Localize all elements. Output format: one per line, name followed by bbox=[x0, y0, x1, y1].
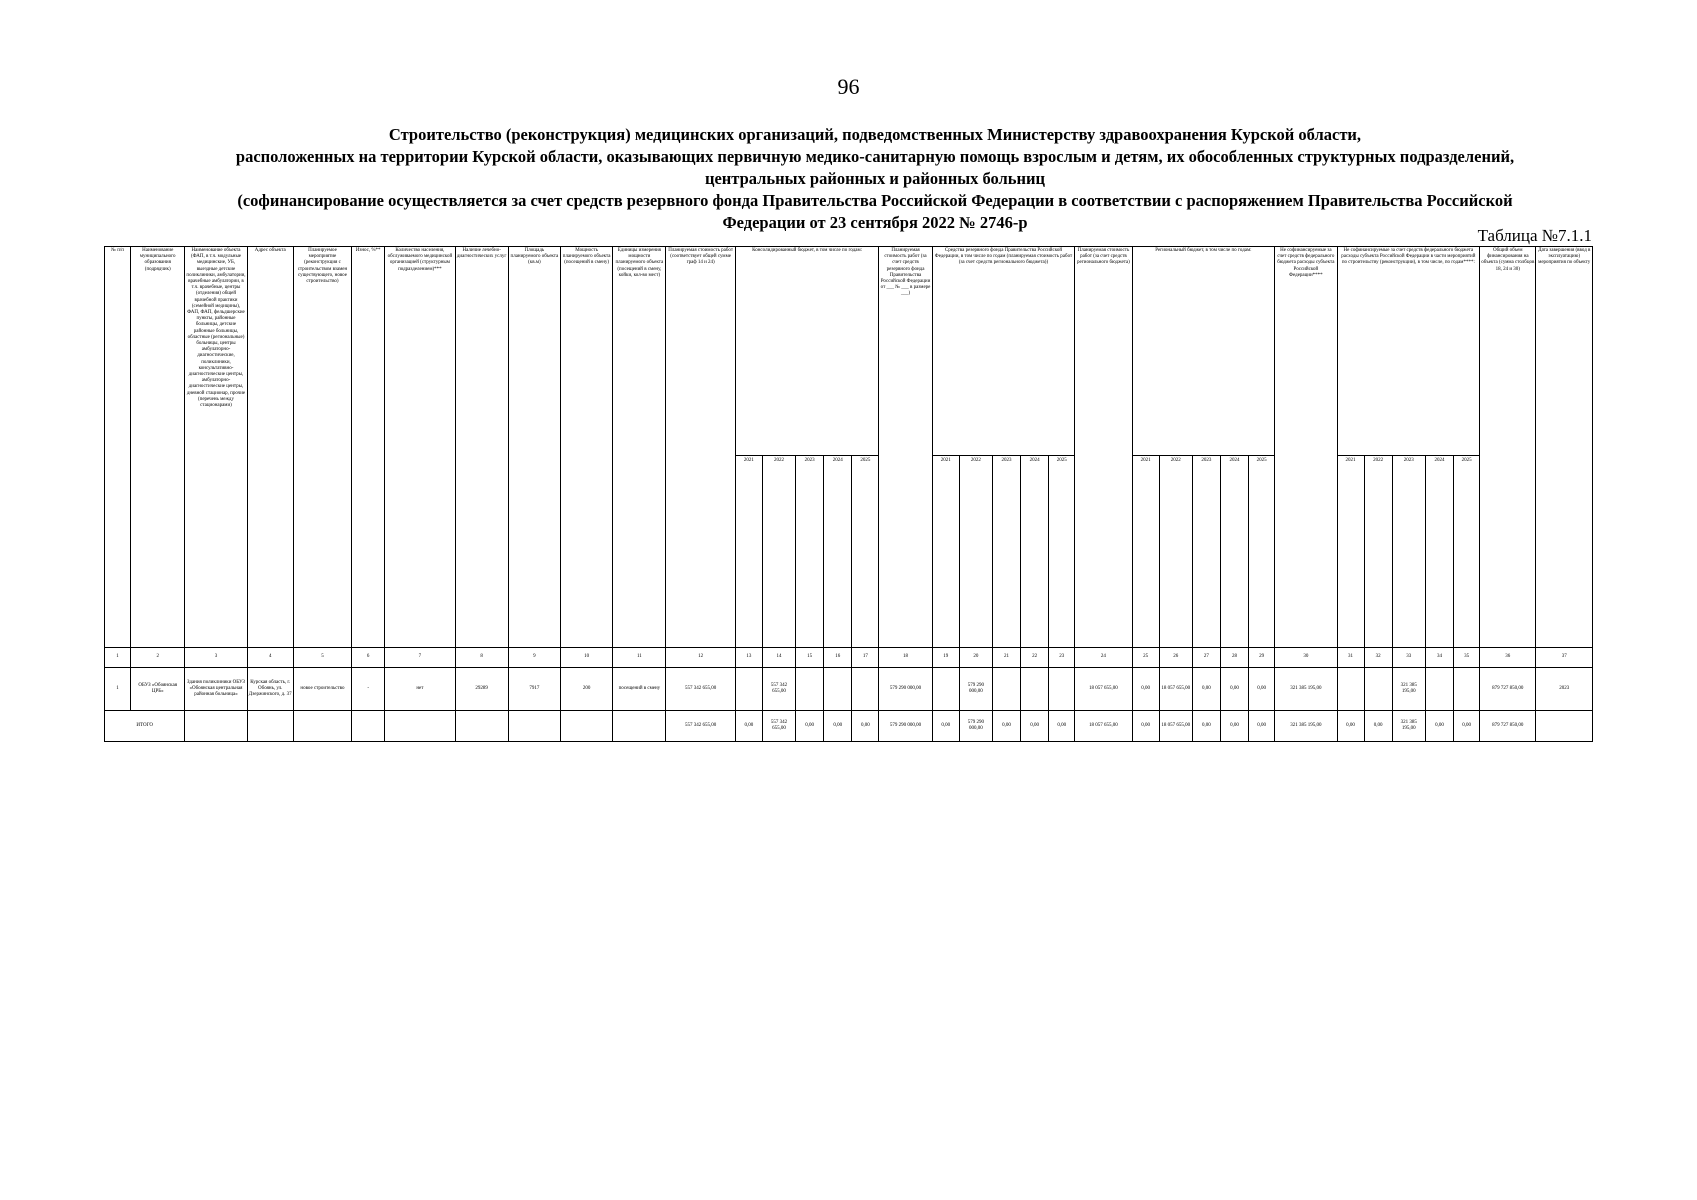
header-cell: Планируемая стоимость работ (соответствует общей сумме граф 14 и 24) bbox=[666, 247, 735, 648]
column-number: 5 bbox=[293, 648, 351, 668]
cell-cost: 557 342 655,00 bbox=[666, 668, 735, 711]
header-cell: Мощность планируемого объекта (посещений в смену) bbox=[561, 247, 613, 648]
column-number: 14 bbox=[762, 648, 795, 668]
total-reg-2023: 0,00 bbox=[1192, 711, 1220, 742]
column-number: 32 bbox=[1364, 648, 1392, 668]
total-nes-2023: 321 385 195,00 bbox=[1392, 711, 1425, 742]
header-cell: Наименование объекта (ФАП, в т.ч. модульные медицинские, УБ, выездные детские поликлиники, амбулатории, врачебные амбулатории, в т.ч. врачебные, центры (отделения) общей врачебной практики (семейной медицины), ФАП, ФАП, фельдшерские пункты, районные больницы, детские районные больницы, областные (региональные) больницы, центры амбулаторно-диагностические, поликлиники, консультативно-диагностические центры, амбулаторно-диагностические центры, дневной стационар, прочие (перечень между стационарами) bbox=[185, 247, 247, 648]
column-number: 21 bbox=[992, 648, 1020, 668]
row-number: 1 bbox=[105, 668, 131, 711]
column-number: 15 bbox=[796, 648, 824, 668]
financing-table bbox=[104, 246, 1593, 742]
header-cell: Планируемое мероприятие (реконструкция с строительством взамен существующего, новое строительство) bbox=[293, 247, 351, 648]
total-cost: 557 342 655,00 bbox=[666, 711, 735, 742]
header-group-non-cofinanced: Не софинансируемые за счет средств федерального бюджета расходы субъекта Российской Федерации в части мероприятий по строительству (реконструкции), в том числе, по годам****: bbox=[1337, 247, 1480, 456]
year-header: 2023 bbox=[992, 456, 1020, 648]
year-header: 2024 bbox=[1425, 456, 1453, 648]
cell-completion-date: 2023 bbox=[1536, 668, 1593, 711]
column-number: 9 bbox=[508, 648, 560, 668]
empty-cell bbox=[561, 711, 613, 742]
title-line-3: центральных районных и районных больниц bbox=[704, 169, 1046, 188]
cell-rez-2022: 579 290 000,00 bbox=[959, 668, 992, 711]
empty-cell bbox=[247, 711, 293, 742]
cell-nes-2024 bbox=[1425, 668, 1453, 711]
cell-reg-2023: 0,00 bbox=[1192, 668, 1220, 711]
header-row-main bbox=[105, 247, 1593, 456]
total-rez-2021: 0,00 bbox=[932, 711, 959, 742]
column-number: 26 bbox=[1159, 648, 1192, 668]
header-cell: Не софинансируемые за счет средств федерального бюджета расходы субъекта Российской Федерации**** bbox=[1275, 247, 1337, 648]
cell-measure: новое строительство bbox=[293, 668, 351, 711]
year-header: 2021 bbox=[1132, 456, 1159, 648]
column-number: 35 bbox=[1454, 648, 1480, 668]
empty-cell bbox=[385, 711, 455, 742]
header-cell: Общий объем финансирования на объекта (сумма столбцов 18, 24 и 30) bbox=[1480, 247, 1536, 648]
year-header: 2025 bbox=[1454, 456, 1480, 648]
column-number-row bbox=[105, 648, 1593, 668]
header-cell: Дата завершения (ввод в эксплуатацию) мероприятия по объекту bbox=[1536, 247, 1593, 648]
cell-rez-2021 bbox=[932, 668, 959, 711]
cell-wear: - bbox=[352, 668, 385, 711]
year-header: 2022 bbox=[762, 456, 795, 648]
column-number: 24 bbox=[1075, 648, 1132, 668]
header-cell: Адрес объекта bbox=[247, 247, 293, 648]
total-noncofin: 321 385 195,00 bbox=[1275, 711, 1337, 742]
empty-cell bbox=[613, 711, 666, 742]
title-line-4: (софинансирование осуществляется за счет средств резервного фонда Правительства Российской Федерации в соответствии с распоряжением Правительства Российской bbox=[237, 191, 1513, 210]
column-number: 27 bbox=[1192, 648, 1220, 668]
total-row bbox=[105, 711, 1593, 742]
empty-cell bbox=[508, 711, 560, 742]
header-cell: № п/п bbox=[105, 247, 131, 648]
total-label: ИТОГО bbox=[105, 711, 185, 742]
year-header: 2021 bbox=[932, 456, 959, 648]
column-number: 36 bbox=[1480, 648, 1536, 668]
total-nes-2022: 0,00 bbox=[1364, 711, 1392, 742]
column-number: 3 bbox=[185, 648, 247, 668]
column-number: 19 bbox=[932, 648, 959, 668]
column-number: 12 bbox=[666, 648, 735, 668]
cell-reg-2025: 0,00 bbox=[1249, 668, 1275, 711]
cell-kons-2022: 557 342 655,00 bbox=[762, 668, 795, 711]
header-cell: Наименование муниципального образования (подрядчик) bbox=[131, 247, 185, 648]
table-container bbox=[104, 246, 1593, 742]
total-rez-2024: 0,00 bbox=[1021, 711, 1049, 742]
column-number: 20 bbox=[959, 648, 992, 668]
cell-object: Здания поликлиники ОБУЗ «Обоянская центральная районная больница» bbox=[185, 668, 247, 711]
column-number: 6 bbox=[352, 648, 385, 668]
year-header: 2023 bbox=[1392, 456, 1425, 648]
header-group-consolidated: Консолидированный бюджет, в том числе по годам: bbox=[735, 247, 879, 456]
year-header: 2021 bbox=[1337, 456, 1364, 648]
column-number: 17 bbox=[852, 648, 879, 668]
empty-cell bbox=[352, 711, 385, 742]
cell-rez-2024 bbox=[1021, 668, 1049, 711]
empty-cell bbox=[455, 711, 508, 742]
total-rez-2022: 579 290 000,00 bbox=[959, 711, 992, 742]
column-number: 28 bbox=[1220, 648, 1248, 668]
total-reg-2022: 18 057 655,00 bbox=[1159, 711, 1192, 742]
year-header: 2023 bbox=[1192, 456, 1220, 648]
column-number: 23 bbox=[1049, 648, 1075, 668]
cell-nes-2022 bbox=[1364, 668, 1392, 711]
cell-area: 7917 bbox=[508, 668, 560, 711]
table-label: Таблица №7.1.1 bbox=[1477, 226, 1592, 245]
column-number: 37 bbox=[1536, 648, 1593, 668]
column-number: 10 bbox=[561, 648, 613, 668]
header-cell: Планируемая стоимость работ (за счет средств регионального бюджета) bbox=[1075, 247, 1132, 648]
empty-cell bbox=[1536, 711, 1593, 742]
total-reg-2021: 0,00 bbox=[1132, 711, 1159, 742]
column-number: 13 bbox=[735, 648, 762, 668]
header-cell: Количество населения, обслуживаемого медицинской организацией (структурным подразделением)*** bbox=[385, 247, 455, 648]
header-cell: Наличие лечебно-диагностических услуг bbox=[455, 247, 508, 648]
cell-total-financing: 879 727 850,00 bbox=[1480, 668, 1536, 711]
total-rez-2025: 0,00 bbox=[1049, 711, 1075, 742]
cell-unit: посещений в смену bbox=[613, 668, 666, 711]
year-header: 2021 bbox=[735, 456, 762, 648]
total-kons-2022: 557 342 655,00 bbox=[762, 711, 795, 742]
cell-kons-2025 bbox=[852, 668, 879, 711]
year-header: 2022 bbox=[1364, 456, 1392, 648]
column-number: 22 bbox=[1021, 648, 1049, 668]
year-header: 2022 bbox=[1159, 456, 1192, 648]
cell-rez-2025 bbox=[1049, 668, 1075, 711]
column-number: 8 bbox=[455, 648, 508, 668]
cell-reg-2022: 18 057 655,00 bbox=[1159, 668, 1192, 711]
header-cell: Единицы измерения мощности планируемого объекта (посещений в смену, койки, кол-во мест) bbox=[613, 247, 666, 648]
year-header: 2025 bbox=[1249, 456, 1275, 648]
cell-power: 200 bbox=[561, 668, 613, 711]
cell-kons-2023 bbox=[796, 668, 824, 711]
cell-regional-cost: 18 057 655,00 bbox=[1075, 668, 1132, 711]
column-number: 7 bbox=[385, 648, 455, 668]
year-header: 2024 bbox=[1021, 456, 1049, 648]
total-reg-2024: 0,00 bbox=[1220, 711, 1248, 742]
column-number: 11 bbox=[613, 648, 666, 668]
title-line-5: Федерации от 23 сентября 2022 № 2746-р bbox=[722, 213, 1028, 232]
year-header: 2022 bbox=[959, 456, 992, 648]
title-line-2: расположенных на территории Курской области, оказывающих первичную медико-санитарную помощь взрослым и детям, их обособленных структурных подразделений, bbox=[235, 147, 1515, 166]
total-financing: 879 727 850,00 bbox=[1480, 711, 1536, 742]
total-nes-2021: 0,00 bbox=[1337, 711, 1364, 742]
total-kons-2021: 0,00 bbox=[735, 711, 762, 742]
total-regional-cost: 18 057 655,00 bbox=[1075, 711, 1132, 742]
total-rez-2023: 0,00 bbox=[992, 711, 1020, 742]
cell-noncofin-total: 321 385 195,00 bbox=[1275, 668, 1337, 711]
column-number: 16 bbox=[824, 648, 852, 668]
year-header: 2025 bbox=[852, 456, 879, 648]
cell-population: нет bbox=[385, 668, 455, 711]
total-kons-2024: 0,00 bbox=[824, 711, 852, 742]
year-header: 2024 bbox=[1220, 456, 1248, 648]
cell-municipality: ОБУЗ «Обоянская ЦРБ» bbox=[131, 668, 185, 711]
column-number: 30 bbox=[1275, 648, 1337, 668]
cell-reg-2021: 0,00 bbox=[1132, 668, 1159, 711]
column-number: 33 bbox=[1392, 648, 1425, 668]
column-number: 29 bbox=[1249, 648, 1275, 668]
column-number: 1 bbox=[105, 648, 131, 668]
header-group-regional: Региональный бюджет, в том числе по годам: bbox=[1132, 247, 1275, 456]
year-header: 2024 bbox=[824, 456, 852, 648]
table-row bbox=[105, 668, 1593, 711]
title-line-1: Строительство (реконструкция) медицинских организаций, подведомственных Министерству здравоохранения Курской области, bbox=[388, 125, 1362, 144]
cell-nes-2021 bbox=[1337, 668, 1364, 711]
header-group-reserve-fund: Средства резервного фонда Правительства Российской Федерации, в том числе по годам (планируемая стоимость работ (за счет средств регионального бюджета)) bbox=[932, 247, 1075, 456]
total-nes-2024: 0,00 bbox=[1425, 711, 1453, 742]
empty-cell bbox=[293, 711, 351, 742]
cell-reserve-cost: 579 290 000,00 bbox=[879, 668, 932, 711]
header-cell: Площадь планируемого объекта (кв.м) bbox=[508, 247, 560, 648]
cell-address: Курская область, г. Обоянь, ул. Дзержинского, д. 37 bbox=[247, 668, 293, 711]
year-header: 2023 bbox=[796, 456, 824, 648]
cell-services: 29289 bbox=[455, 668, 508, 711]
cell-nes-2025 bbox=[1454, 668, 1480, 711]
total-nes-2025: 0,00 bbox=[1454, 711, 1480, 742]
column-number: 18 bbox=[879, 648, 932, 668]
column-number: 4 bbox=[247, 648, 293, 668]
header-cell: Износ, %** bbox=[352, 247, 385, 648]
total-kons-2025: 0,00 bbox=[852, 711, 879, 742]
year-header: 2025 bbox=[1049, 456, 1075, 648]
column-number: 2 bbox=[131, 648, 185, 668]
header-cell: Планируемая стоимость работ (за счет средств резервного фонда Правительства Российской Федерации от ___ № ___ в размере ___) bbox=[879, 247, 932, 648]
total-kons-2023: 0,00 bbox=[796, 711, 824, 742]
document-title bbox=[140, 124, 1610, 234]
page-number: 96 bbox=[837, 74, 860, 99]
cell-nes-2023: 321 385 195,00 bbox=[1392, 668, 1425, 711]
empty-cell bbox=[185, 711, 247, 742]
cell-kons-2024 bbox=[824, 668, 852, 711]
column-number: 34 bbox=[1425, 648, 1453, 668]
total-reserve-cost: 579 290 000,00 bbox=[879, 711, 932, 742]
cell-reg-2024: 0,00 bbox=[1220, 668, 1248, 711]
column-number: 25 bbox=[1132, 648, 1159, 668]
column-number: 31 bbox=[1337, 648, 1364, 668]
total-reg-2025: 0,00 bbox=[1249, 711, 1275, 742]
cell-rez-2023 bbox=[992, 668, 1020, 711]
cell-kons-2021 bbox=[735, 668, 762, 711]
